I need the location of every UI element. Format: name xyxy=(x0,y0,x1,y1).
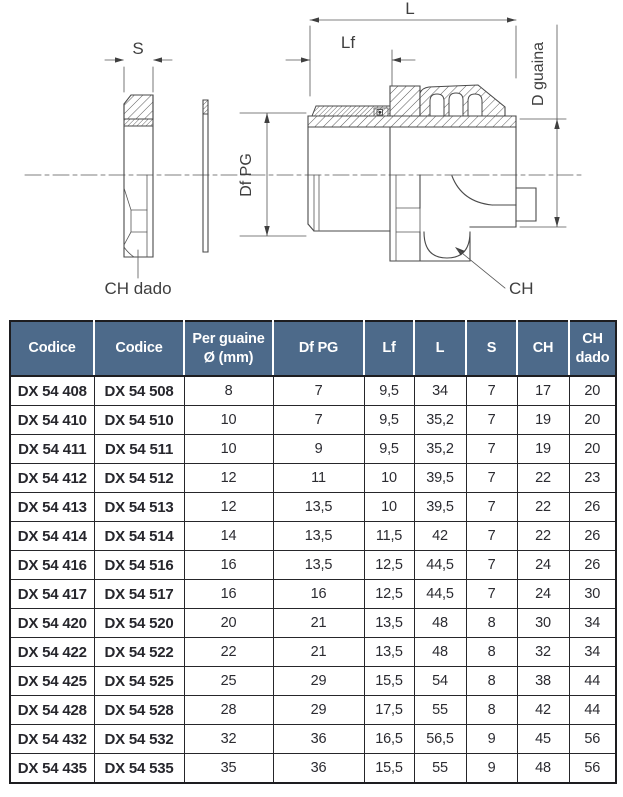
table-cell: 54 xyxy=(414,667,466,696)
table-cell: DX 54 416 xyxy=(10,551,94,580)
table-cell: 39,5 xyxy=(414,464,466,493)
table-cell: DX 54 408 xyxy=(10,376,94,406)
table-cell: 22 xyxy=(517,493,569,522)
dim-label-l: L xyxy=(405,0,415,18)
body-shell-top xyxy=(308,116,516,127)
table-cell: 56,5 xyxy=(414,725,466,754)
table-cell: 8 xyxy=(466,609,517,638)
table-cell: 13,5 xyxy=(364,638,414,667)
table-cell: 56 xyxy=(569,725,616,754)
table-cell: 11 xyxy=(273,464,364,493)
table-row xyxy=(10,376,616,406)
table-cell: 10 xyxy=(364,493,414,522)
table-cell: 32 xyxy=(184,725,273,754)
table-cell: 35 xyxy=(184,754,273,784)
table-cell: 7 xyxy=(273,406,364,435)
table-row xyxy=(10,725,616,754)
table-cell: 14 xyxy=(184,522,273,551)
table-cell: 29 xyxy=(273,696,364,725)
col-header-ch-dado: CH dado xyxy=(569,321,616,376)
table-cell: DX 54 413 xyxy=(10,493,94,522)
table-cell: 7 xyxy=(466,464,517,493)
table-cell: 56 xyxy=(569,754,616,784)
lock-nut-side-view xyxy=(104,39,208,298)
table-cell: DX 54 535 xyxy=(94,754,184,784)
table-cell: 20 xyxy=(184,609,273,638)
table-cell: 8 xyxy=(466,667,517,696)
table-cell: DX 54 512 xyxy=(94,464,184,493)
table-cell: DX 54 522 xyxy=(94,638,184,667)
table-row xyxy=(10,551,616,580)
table-row xyxy=(10,522,616,551)
table-cell: 55 xyxy=(414,754,466,784)
table-cell: 22 xyxy=(517,522,569,551)
table-cell: 9 xyxy=(466,754,517,784)
table-cell: DX 54 417 xyxy=(10,580,94,609)
table-cell: 34 xyxy=(414,376,466,406)
table-cell: 8 xyxy=(466,696,517,725)
col-header-codice-2: Codice xyxy=(94,321,184,376)
cable-gland-technical-drawing xyxy=(0,0,623,316)
table-cell: 55 xyxy=(414,696,466,725)
table-cell: DX 54 412 xyxy=(10,464,94,493)
table-cell: 16,5 xyxy=(364,725,414,754)
table-cell: DX 54 508 xyxy=(94,376,184,406)
table-cell: 28 xyxy=(184,696,273,725)
thread-gasket xyxy=(312,106,398,116)
table-cell: 9 xyxy=(466,725,517,754)
table-cell: DX 54 411 xyxy=(10,435,94,464)
table-cell: 44,5 xyxy=(414,580,466,609)
dim-label-df-pg: Df PG xyxy=(238,153,255,197)
table-row xyxy=(10,667,616,696)
table-cell: 22 xyxy=(184,638,273,667)
table-cell: 38 xyxy=(517,667,569,696)
table-cell: 16 xyxy=(184,551,273,580)
table-cell: 7 xyxy=(466,493,517,522)
table-cell: 24 xyxy=(517,580,569,609)
col-header-per-guaine: Per guaine Ø (mm) xyxy=(184,321,273,376)
table-cell: 35,2 xyxy=(414,435,466,464)
table-cell: 44,5 xyxy=(414,551,466,580)
table-row xyxy=(10,406,616,435)
dim-label-d-guaina: D guaina xyxy=(530,41,547,107)
table-cell: DX 54 432 xyxy=(10,725,94,754)
table-cell: 36 xyxy=(273,754,364,784)
table-cell: DX 54 435 xyxy=(10,754,94,784)
table-cell: 42 xyxy=(517,696,569,725)
table-cell: 36 xyxy=(273,725,364,754)
table-row xyxy=(10,609,616,638)
table-row xyxy=(10,580,616,609)
table-cell: 30 xyxy=(569,580,616,609)
table-cell: 9,5 xyxy=(364,435,414,464)
col-header-ch: CH xyxy=(517,321,569,376)
table-cell: 12 xyxy=(184,464,273,493)
table-cell: DX 54 514 xyxy=(94,522,184,551)
table-cell: 44 xyxy=(569,696,616,725)
table-cell: 29 xyxy=(273,667,364,696)
table-cell: 10 xyxy=(364,464,414,493)
table-row xyxy=(10,696,616,725)
dim-label-ch-dado: CH dado xyxy=(104,279,172,298)
table-cell: 48 xyxy=(414,638,466,667)
table-cell: DX 54 428 xyxy=(10,696,94,725)
table-cell: 12,5 xyxy=(364,580,414,609)
table-cell: 7 xyxy=(466,406,517,435)
col-header-s: S xyxy=(466,321,517,376)
table-cell: 9 xyxy=(273,435,364,464)
table-cell: DX 54 511 xyxy=(94,435,184,464)
washer-side-view xyxy=(203,100,208,252)
table-cell: 10 xyxy=(184,406,273,435)
col-header-lf: Lf xyxy=(364,321,414,376)
table-cell: 16 xyxy=(184,580,273,609)
col-header-codice-1: Codice xyxy=(10,321,94,376)
table-cell: 48 xyxy=(517,754,569,784)
table-cell: 8 xyxy=(466,638,517,667)
dim-label-ch: CH xyxy=(509,279,534,298)
table-cell: 9,5 xyxy=(364,406,414,435)
table-cell: 21 xyxy=(273,638,364,667)
table-cell: DX 54 525 xyxy=(94,667,184,696)
table-cell: DX 54 528 xyxy=(94,696,184,725)
table-cell: 22 xyxy=(517,464,569,493)
table-cell: 17,5 xyxy=(364,696,414,725)
table-cell: DX 54 520 xyxy=(94,609,184,638)
table-cell: DX 54 414 xyxy=(10,522,94,551)
table-cell: 11,5 xyxy=(364,522,414,551)
table-cell: 7 xyxy=(466,551,517,580)
table-cell: 39,5 xyxy=(414,493,466,522)
table-cell: 19 xyxy=(517,435,569,464)
table-row xyxy=(10,493,616,522)
table-cell: 13,5 xyxy=(364,609,414,638)
col-header-df-pg: Df PG xyxy=(273,321,364,376)
table-cell: 17 xyxy=(517,376,569,406)
spec-table xyxy=(9,320,617,784)
table-cell: 26 xyxy=(569,551,616,580)
table-cell: DX 54 517 xyxy=(94,580,184,609)
table-cell: 15,5 xyxy=(364,754,414,784)
table-cell: 24 xyxy=(517,551,569,580)
table-cell: 7 xyxy=(466,522,517,551)
table-cell: 8 xyxy=(184,376,273,406)
table-cell: 13,5 xyxy=(273,551,364,580)
table-cell: 32 xyxy=(517,638,569,667)
table-cell: 48 xyxy=(414,609,466,638)
table-cell: 26 xyxy=(569,493,616,522)
table-cell: 7 xyxy=(273,376,364,406)
table-cell: 44 xyxy=(569,667,616,696)
table-cell: 21 xyxy=(273,609,364,638)
table-cell: 12,5 xyxy=(364,551,414,580)
table-cell: DX 54 422 xyxy=(10,638,94,667)
table-cell: 13,5 xyxy=(273,522,364,551)
table-cell: 7 xyxy=(466,435,517,464)
table-cell: 26 xyxy=(569,522,616,551)
table-row xyxy=(10,435,616,464)
table-header-row xyxy=(10,321,616,376)
table-cell: 20 xyxy=(569,406,616,435)
table-cell: 19 xyxy=(517,406,569,435)
table-cell: 35,2 xyxy=(414,406,466,435)
table-cell: 42 xyxy=(414,522,466,551)
table-cell: 30 xyxy=(517,609,569,638)
col-header-l: L xyxy=(414,321,466,376)
table-cell: DX 54 410 xyxy=(10,406,94,435)
table-cell: 10 xyxy=(184,435,273,464)
body-hex-section xyxy=(390,86,420,116)
table-cell: DX 54 425 xyxy=(10,667,94,696)
table-cell: DX 54 532 xyxy=(94,725,184,754)
table-cell: 13,5 xyxy=(273,493,364,522)
table-row xyxy=(10,464,616,493)
table-cell: 23 xyxy=(569,464,616,493)
table-cell: 20 xyxy=(569,435,616,464)
table-cell: DX 54 513 xyxy=(94,493,184,522)
table-cell: DX 54 516 xyxy=(94,551,184,580)
table-cell: 34 xyxy=(569,638,616,667)
table-cell: 45 xyxy=(517,725,569,754)
table-cell: DX 54 510 xyxy=(94,406,184,435)
table-cell: 34 xyxy=(569,609,616,638)
table-cell: DX 54 420 xyxy=(10,609,94,638)
table-cell: 7 xyxy=(466,376,517,406)
table-cell: 7 xyxy=(466,580,517,609)
table-cell: 20 xyxy=(569,376,616,406)
table-cell: 16 xyxy=(273,580,364,609)
table-row xyxy=(10,754,616,784)
table-cell: 9,5 xyxy=(364,376,414,406)
table-cell: 12 xyxy=(184,493,273,522)
table-cell: 15,5 xyxy=(364,667,414,696)
dim-label-lf: Lf xyxy=(340,33,356,52)
gland-section-view xyxy=(238,0,566,298)
table-row xyxy=(10,638,616,667)
dim-label-s: S xyxy=(132,39,144,58)
table-cell: 25 xyxy=(184,667,273,696)
